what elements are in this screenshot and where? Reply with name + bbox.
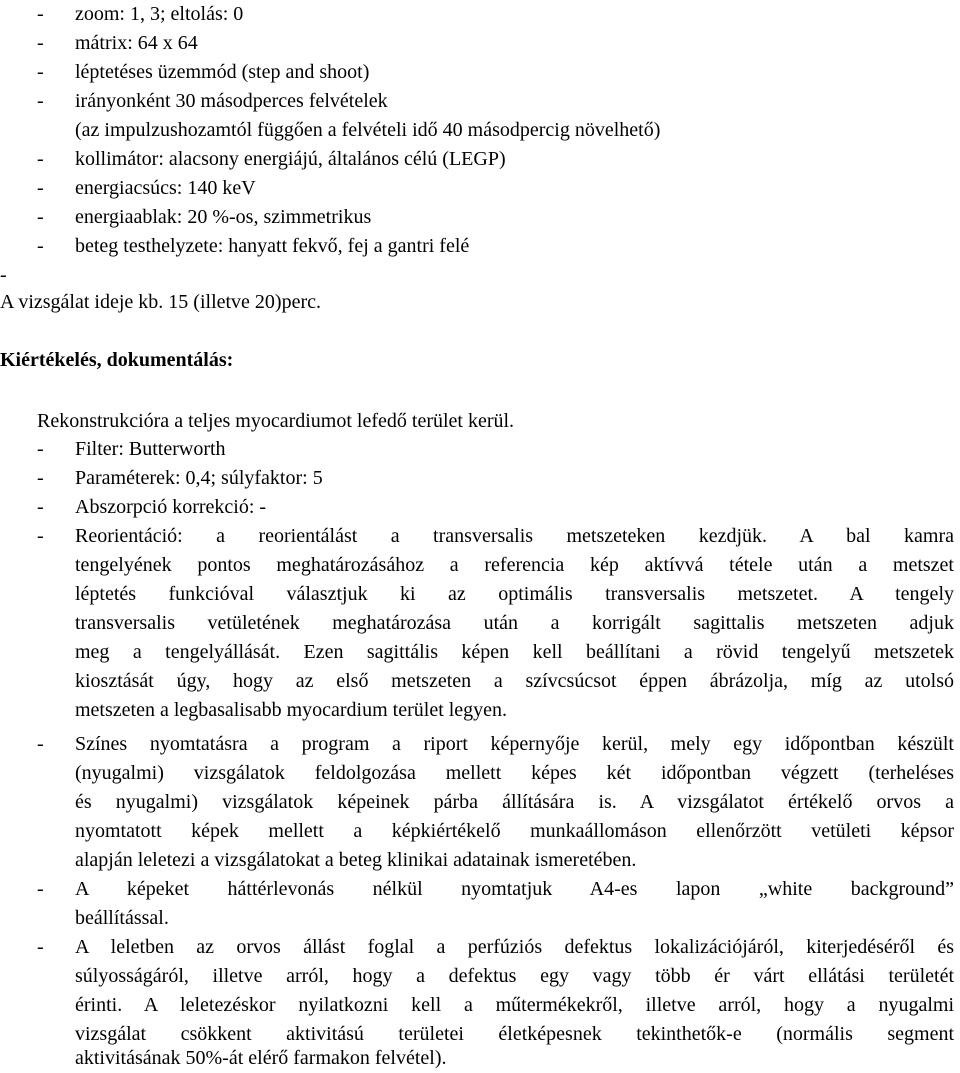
settings-item-text: mátrix: 64 x 64 [75,32,198,54]
settings-item-text: zoom: 1, 3; eltolás: 0 [75,3,244,25]
paragraph-line: meg a tengelyállását. Ezen sagittális képen kell beállítani a rövid tengelyű metszetek [75,641,954,663]
list-dash: - [37,733,44,755]
list-dash: - [37,3,44,25]
paragraph-line: Színes nyomtatásra a program a riport képernyője kerül, mely egy időpontban készült [75,733,954,755]
list-dash: - [37,235,44,257]
settings-item-text: (az impulzushozamtól függően a felvételi idő 40 másodpercig növelhető) [75,119,661,141]
paragraph-line: súlyosságáról, illetve arról, hogy a defektus egy vagy több ér várt ellátási területét [75,965,954,987]
settings-item-text: kollimátor: alacsony energiájú, általános célú (LEGP) [75,148,506,170]
paragraph-line: alapján leletezi a vizsgálatokat a beteg klinikai adatainak ismeretében. [75,849,637,871]
paragraph-line: transversalis vetületének meghatározása után a korrigált sagittalis metszeten adjuk [75,612,954,634]
list-dash: - [37,438,44,460]
paragraph-line: (nyugalmi) vizsgálatok feldolgozása mellett képes két időpontban végzett (terheléses [75,762,954,784]
paragraph-line: beállítással. [75,907,169,929]
list-dash: - [37,32,44,54]
list-dash: - [37,936,44,958]
paragraph-line: aktivitásának 50%-át elérő farmakon felvétel). [75,1047,447,1069]
list-dash: - [37,148,44,170]
list-dash: - [0,264,7,286]
eval-item-text: Filter: Butterworth [75,438,226,460]
paragraph-line: nyomtatott képek mellett a képkiértékelő munkaállomáson ellenőrzött vetületi képsor [75,820,954,842]
paragraph-line: Reorientáció: a reorientálást a transversalis metszeteken kezdjük. A bal kamra [75,525,954,547]
list-dash: - [37,525,44,547]
duration-text: A vizsgálat ideje kb. 15 (illetve 20)perc. [0,291,322,313]
list-dash: - [37,467,44,489]
list-dash: - [37,878,44,900]
settings-item-text: léptetéses üzemmód (step and shoot) [75,61,370,83]
list-dash: - [37,496,44,518]
paragraph-line: tengelyének pontos meghatározásához a referencia kép aktívvá tétele után a metszet [75,554,954,576]
paragraph-line: és nyugalmi) vizsgálatok képeinek párba állítására is. A vizsgálatot értékelő orvos a [75,791,954,813]
settings-item-text: irányonként 30 másodperces felvételek [75,90,388,112]
paragraph-line: metszeten a legbasalisabb myocardium terület legyen. [75,699,508,721]
paragraph-line: A leletben az orvos állást foglal a perfúziós defektus lokalizációjáról, kiterjedéséről és [75,936,954,958]
eval-item-text: Abszorpció korrekció: - [75,496,267,518]
settings-item-text: energiaablak: 20 %-os, szimmetrikus [75,206,372,228]
intro-text: Rekonstrukcióra a teljes myocardiumot lefedő terület kerül. [37,410,515,432]
list-dash: - [37,177,44,199]
list-dash: - [37,206,44,228]
paragraph-line: vizsgálat csökkent aktivitású területei életképesnek tekinthetők-e (normális segment [75,1023,954,1045]
paragraph-line: kiosztását úgy, hogy az első metszeten a szívcsúcsot éppen ábrázolja, míg az utolsó [75,670,954,692]
eval-item-text: Paraméterek: 0,4; súlyfaktor: 5 [75,467,323,489]
list-dash: - [37,61,44,83]
list-dash: - [37,90,44,112]
settings-item-text: beteg testhelyzete: hanyatt fekvő, fej a gantri felé [75,235,470,257]
paragraph-line: A képeket háttérlevonás nélkül nyomtatjuk A4-es lapon „white background” [75,878,954,900]
paragraph-line: léptetés funkcióval választjuk ki az optimális transversalis metszetet. A tengely [75,583,954,605]
section-heading: Kiértékelés, dokumentálás: [0,349,234,371]
paragraph-line: érinti. A leletezéskor nyilatkozni kell a műtermékekről, illetve arról, hogy a nyugalmi [75,994,954,1016]
settings-item-text: energiacsúcs: 140 keV [75,177,256,199]
